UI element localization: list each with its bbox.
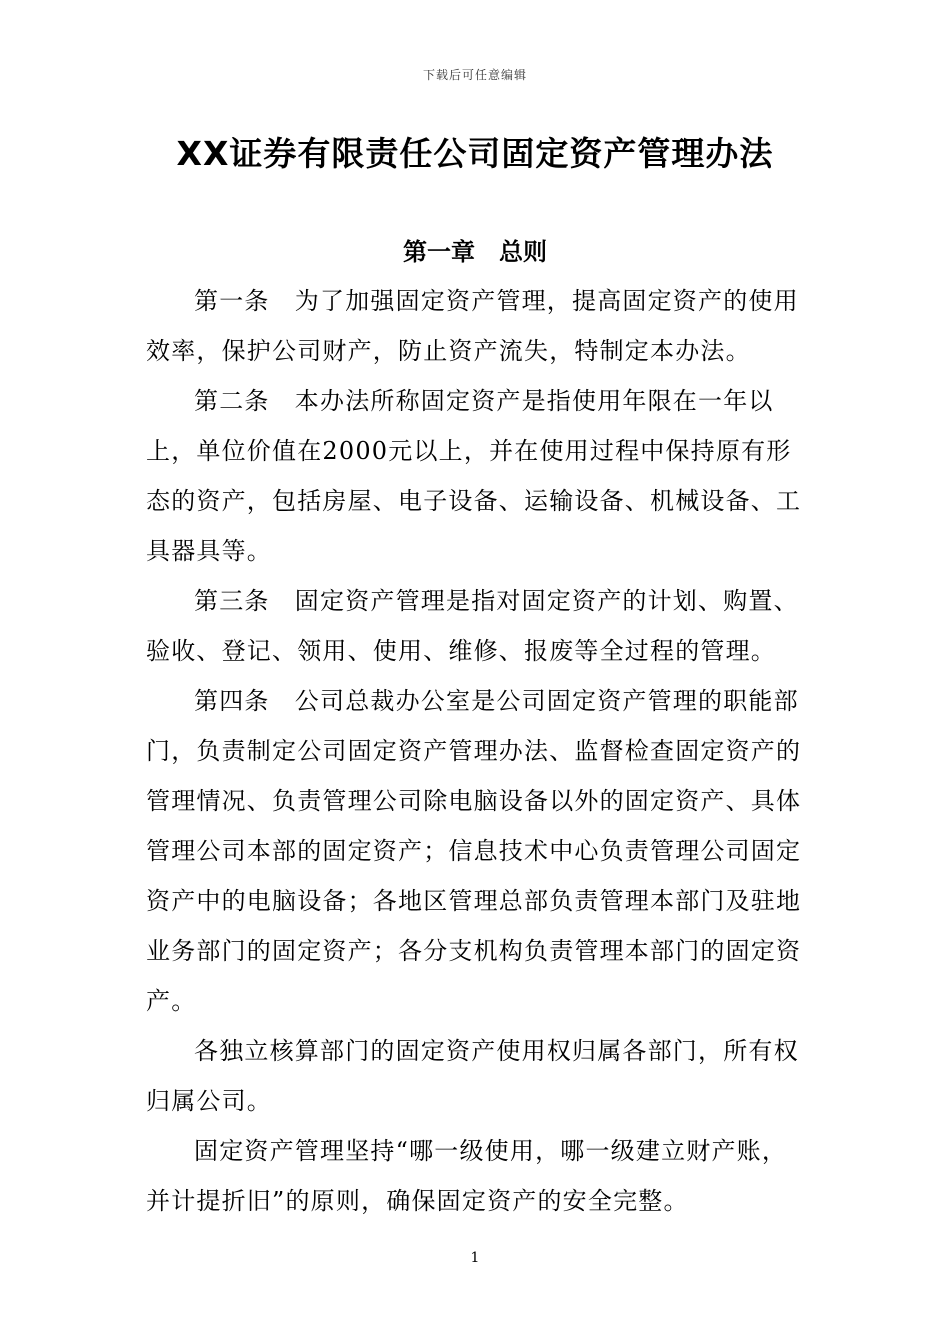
page-number: 1	[470, 1250, 480, 1266]
article-2-paragraph: 第二条 本办法所称固定资产是指使用年限在一年以上，单位价值在2000元以上，并在使用过程中保持原有形态的资产，包括房屋、电子设备、运输设备、机械设备、工具器具等。	[146, 387, 802, 565]
principle-paragraph: 固定资产管理坚持“哪一级使用，哪一级建立财产账，并计提折旧”的原则，确保固定资产的安全完整。	[146, 1137, 788, 1215]
document-body	[146, 276, 806, 1226]
article-1-paragraph: 第一条 为了加强固定资产管理，提高固定资产的使用效率，保护公司财产，防止资产流失，特制定本办法。	[146, 287, 799, 365]
chapter-title: 第一章 总则	[403, 238, 547, 266]
document-title: XX证券有限责任公司固定资产管理办法	[176, 134, 774, 173]
article-3-paragraph: 第三条 固定资产管理是指对固定资产的计划、购置、验收、登记、领用、使用、维修、报废等全过程的管理。	[146, 587, 799, 665]
ownership-paragraph: 各独立核算部门的固定资产使用权归属各部门，所有权归属公司。	[146, 1037, 799, 1115]
header-note: 下载后可任意编辑	[422, 68, 527, 82]
article-4-paragraph: 第四条 公司总裁办公室是公司固定资产管理的职能部门，负责制定公司固定资产管理办法、监督检查固定资产的管理情况、负责管理公司除电脑设备以外的固定资产、具体管理公司本部的固定资产；信息技术中心负责管理公司固定资产中的电脑设备；各地区管理总部负责管理本部门及驻地业务部门的固定资产；各分支机构负责管理本部门的固定资产。	[146, 687, 802, 1015]
